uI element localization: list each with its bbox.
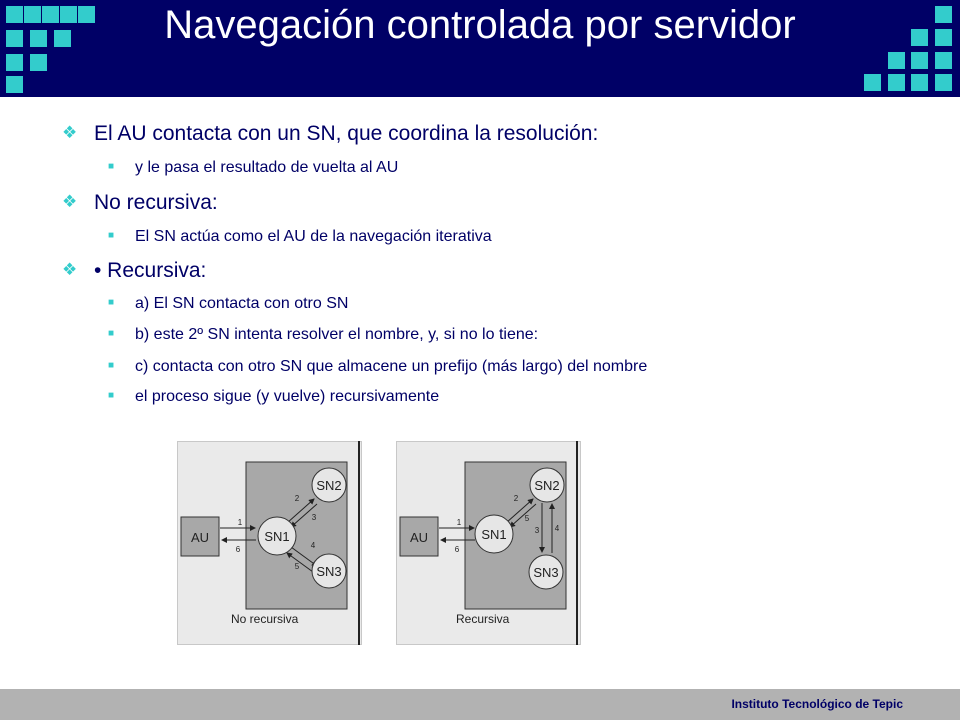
sn1-label: SN1 <box>481 527 507 542</box>
edge-label: 4 <box>310 541 316 550</box>
deco-square <box>78 6 95 23</box>
deco-square <box>864 74 881 91</box>
diamond-bullet-icon: ❖ <box>62 192 78 211</box>
bullet-item <box>62 191 218 215</box>
deco-square <box>911 29 928 46</box>
diagram-svg <box>177 441 362 645</box>
square-bullet-icon: ■ <box>108 297 115 308</box>
deco-square <box>6 30 23 47</box>
edge-label: 1 <box>237 518 243 527</box>
deco-square <box>911 74 928 91</box>
footer-institution: Instituto Tecnológico de Tepic <box>731 697 903 711</box>
diagram-no-recursiva <box>177 441 362 645</box>
deco-square <box>911 52 928 69</box>
deco-square <box>888 74 905 91</box>
sn1-label: SN1 <box>264 529 290 544</box>
sn3-label: SN3 <box>316 564 342 579</box>
deco-square <box>42 6 59 23</box>
sub-bullet-item <box>108 295 348 313</box>
diagram-caption: No recursiva <box>231 612 299 626</box>
deco-square <box>6 54 23 71</box>
bullet-item <box>62 122 598 146</box>
edge-label: 2 <box>294 494 300 503</box>
bullet-text: No recursiva: <box>94 191 218 214</box>
edge-label: 5 <box>524 514 530 523</box>
bullet-text: b) este 2º SN intenta resolver el nombre, y, si no lo tiene: <box>135 326 539 343</box>
bullet-text: El AU contacta con un SN, que coordina la resolución: <box>94 122 599 145</box>
edge-label: 3 <box>534 526 540 535</box>
au-label: AU <box>190 530 210 545</box>
sn3-label: SN3 <box>533 565 559 580</box>
deco-square <box>935 29 952 46</box>
sub-bullet-item <box>108 228 492 246</box>
sn2-label: SN2 <box>534 478 560 493</box>
edge-label: 5 <box>294 562 300 571</box>
edge-label: 2 <box>513 494 519 503</box>
bullet-text: El SN actúa como el AU de la navegación iterativa <box>135 228 492 245</box>
edge-label: 3 <box>311 513 317 522</box>
square-bullet-icon: ■ <box>108 360 115 371</box>
sub-bullet-item <box>108 388 439 406</box>
edge-label: 6 <box>454 545 460 554</box>
deco-square <box>30 30 47 47</box>
deco-square <box>6 76 23 93</box>
deco-square <box>935 52 952 69</box>
bullet-text: • Recursiva: <box>94 259 207 282</box>
bullet-text: y le pasa el resultado de vuelta al AU <box>135 159 399 176</box>
deco-square <box>935 6 952 23</box>
diamond-bullet-icon: ❖ <box>62 260 78 279</box>
diagram-svg <box>396 441 581 645</box>
sub-bullet-item <box>108 358 647 376</box>
title-bar <box>0 0 960 97</box>
bullet-text: a) El SN contacta con otro SN <box>135 295 349 312</box>
square-bullet-icon: ■ <box>108 390 115 401</box>
diagram-caption: Recursiva <box>456 612 510 626</box>
sub-bullet-item <box>108 326 538 344</box>
deco-square <box>54 30 71 47</box>
square-bullet-icon: ■ <box>108 230 115 241</box>
bullet-item <box>62 259 206 283</box>
edge-label: 6 <box>235 545 241 554</box>
edge-label: 1 <box>456 518 462 527</box>
deco-square <box>6 6 23 23</box>
footer-bar <box>0 689 960 720</box>
slide-title: Navegación controlada por servidor <box>164 3 796 47</box>
deco-square <box>888 52 905 69</box>
au-label: AU <box>409 530 429 545</box>
sub-bullet-item <box>108 159 398 177</box>
diamond-bullet-icon: ❖ <box>62 123 78 142</box>
bullet-text: el proceso sigue (y vuelve) recursivamente <box>135 388 440 405</box>
bullet-text: c) contacta con otro SN que almacene un prefijo (más largo) del nombre <box>135 358 648 375</box>
deco-square <box>935 74 952 91</box>
square-bullet-icon: ■ <box>108 328 115 339</box>
edge-label: 4 <box>554 524 560 533</box>
deco-square <box>30 54 47 71</box>
deco-square <box>24 6 41 23</box>
square-bullet-icon: ■ <box>108 161 115 172</box>
deco-square <box>60 6 77 23</box>
diagram-recursiva <box>396 441 581 645</box>
sn2-label: SN2 <box>316 478 342 493</box>
